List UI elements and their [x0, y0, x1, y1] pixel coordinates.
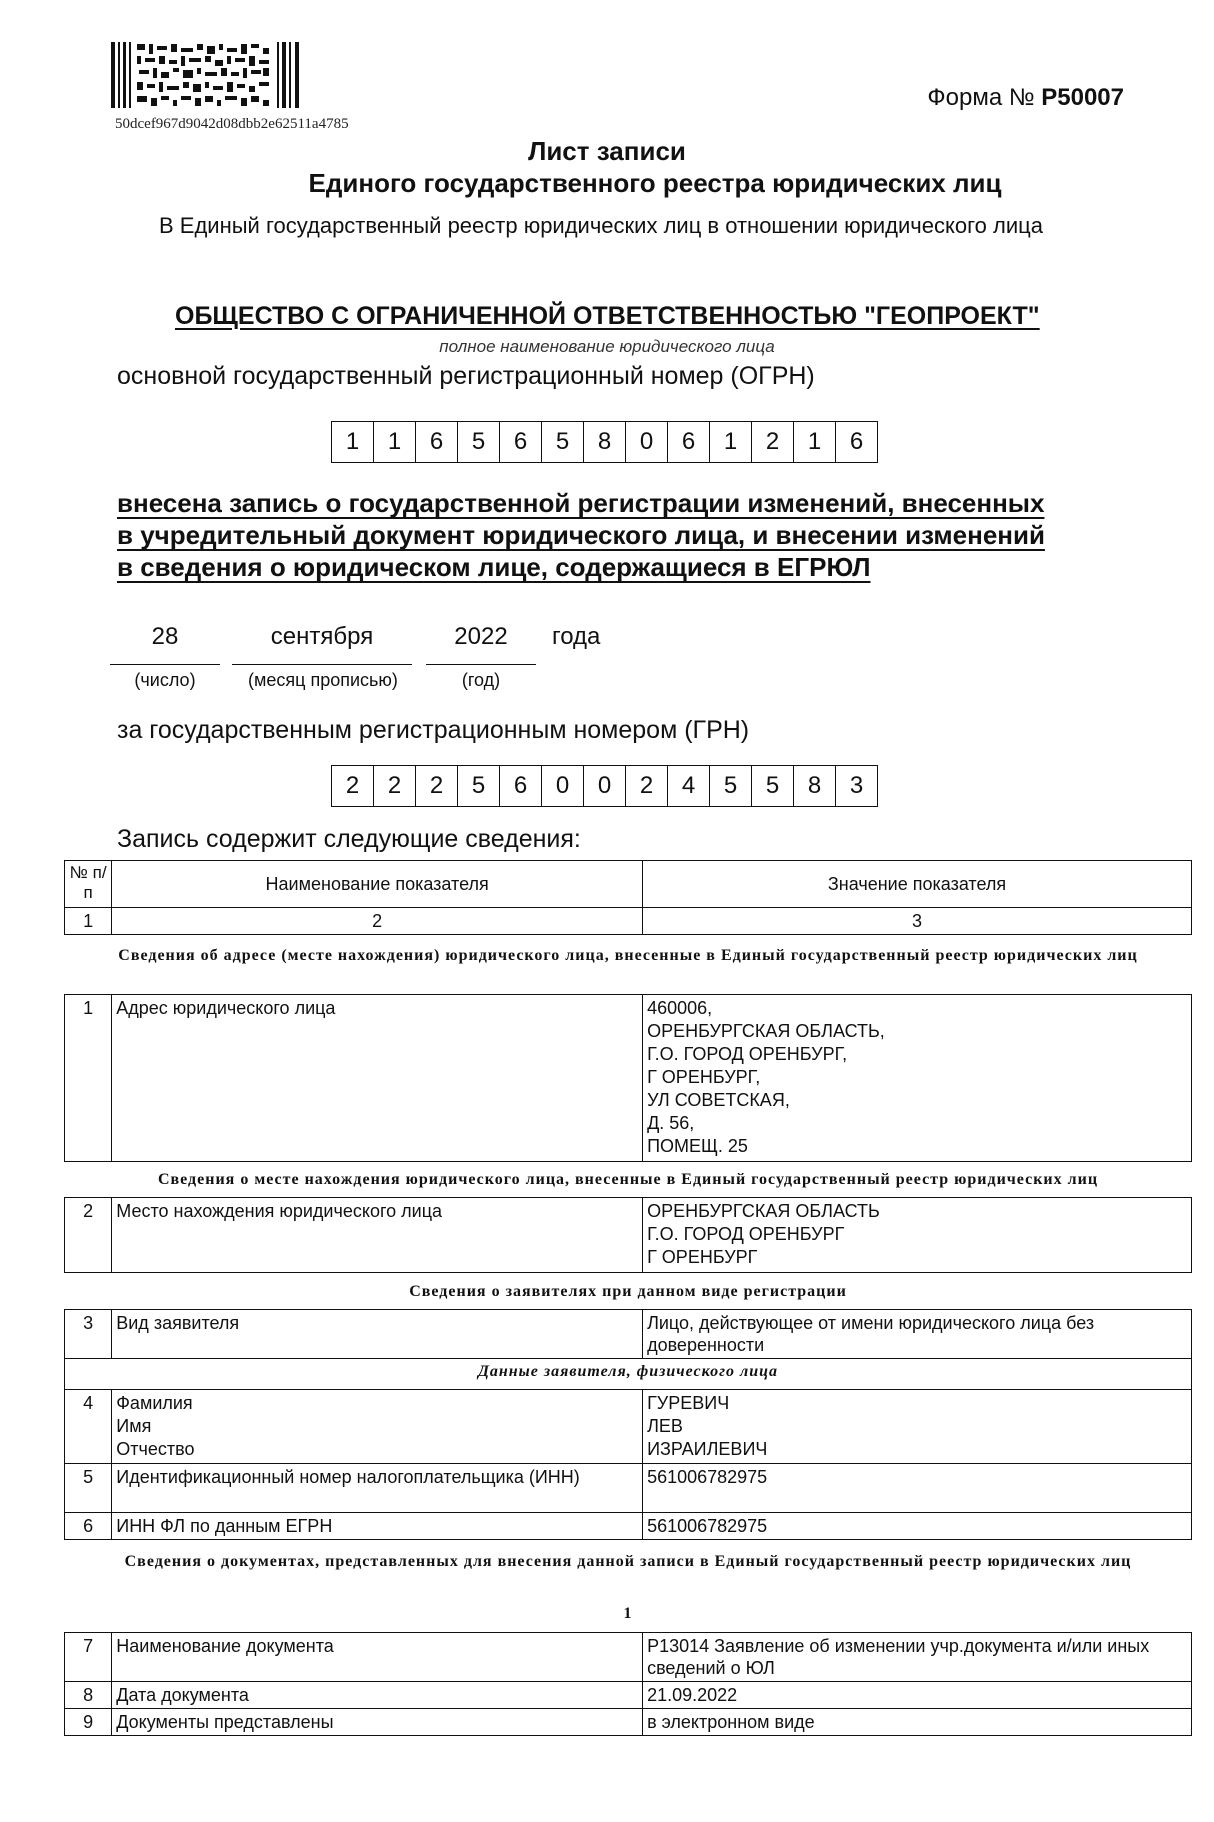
section-address: Сведения об адресе (месте нахождения) юридического лица, внесенные в Единый государственный реестр юридических лиц — [118, 947, 1138, 964]
form-prefix: Форма № — [927, 84, 1035, 111]
ogrn-digit: 1 — [332, 422, 374, 462]
intro-text: В Единый государственный реестр юридических лиц в отношении юридического лица — [159, 213, 1043, 238]
ogrn-digit: 0 — [626, 422, 668, 462]
date-year-line — [426, 664, 536, 665]
date-month: сентября — [270, 623, 374, 650]
ogrn-digit: 6 — [500, 422, 542, 462]
grn-digit: 4 — [668, 766, 710, 806]
date-month-caption: (месяц прописью) — [248, 670, 398, 690]
address-line: Г ОРЕНБУРГ, — [647, 1067, 761, 1087]
location-line: Г.О. ГОРОД ОРЕНБУРГ — [647, 1224, 845, 1244]
section-location: Сведения о месте нахождения юридического лица, внесенные в Единый государственный реестр юридических лиц — [157, 1171, 1099, 1188]
organization-name-caption: полное наименование юридического лица — [439, 337, 775, 356]
subsection-applicant-person: Данные заявителя, физического лица — [65, 1359, 1192, 1390]
page-subtitle: Единого государственного реестра юридических лиц — [308, 168, 1002, 198]
table-row — [65, 1464, 1192, 1513]
grn-label: за государственным регистрационным номером (ГРН) — [117, 716, 750, 744]
record-headline — [117, 487, 1157, 583]
ogrn-digit-boxes — [331, 421, 878, 463]
barcode-icon — [111, 42, 301, 108]
row-number: 8 — [65, 1682, 112, 1709]
table-header — [64, 860, 1192, 935]
grn-digit: 2 — [374, 766, 416, 806]
row-name — [112, 1390, 643, 1464]
row-number: 9 — [65, 1709, 112, 1736]
header-index-2: 2 — [112, 908, 643, 935]
row-number: 2 — [65, 1198, 112, 1273]
location-line: ОРЕНБУРГСКАЯ ОБЛАСТЬ — [647, 1201, 880, 1221]
grn-digit: 0 — [584, 766, 626, 806]
grn-digit: 2 — [626, 766, 668, 806]
ogrn-digit: 8 — [584, 422, 626, 462]
page-title: Лист записи — [528, 136, 686, 166]
row-number: 6 — [65, 1513, 112, 1540]
table-address — [64, 994, 1192, 1162]
headline-line: в учредительный документ юридического лица, и внесении изменений — [117, 520, 1045, 550]
ogrn-label: основной государственный регистрационный номер (ОГРН) — [117, 362, 815, 390]
row-value: 21.09.2022 — [643, 1682, 1192, 1709]
contains-label: Запись содержит следующие сведения: — [117, 825, 581, 853]
table-location — [64, 1197, 1192, 1273]
address-line: ОРЕНБУРГСКАЯ ОБЛАСТЬ, — [647, 1021, 885, 1041]
form-number — [927, 84, 1124, 112]
table-row — [65, 1310, 1192, 1359]
row-name: Место нахождения юридического лица — [112, 1198, 643, 1273]
row-name: Идентификационный номер налогоплательщика (ИНН) — [112, 1464, 643, 1513]
table-row — [65, 995, 1192, 1162]
headline-line: в сведения о юридическом лице, содержащиеся в ЕГРЮЛ — [117, 552, 871, 582]
row-value — [643, 995, 1192, 1162]
name-field-label: Имя — [116, 1416, 152, 1436]
name-field-label: Отчество — [116, 1439, 195, 1459]
date-suffix: года — [552, 623, 601, 650]
ogrn-digit: 5 — [542, 422, 584, 462]
header-col-number: № п/п — [65, 861, 112, 908]
address-line: Д. 56, — [647, 1113, 695, 1133]
name-field-value: ИЗРАИЛЕВИЧ — [647, 1439, 768, 1459]
address-line: 460006, — [647, 998, 713, 1018]
header-col-value: Значение показателя — [643, 861, 1192, 908]
table-row — [65, 1633, 1192, 1682]
row-number: 1 — [65, 995, 112, 1162]
row-name: ИНН ФЛ по данным ЕГРН — [112, 1513, 643, 1540]
header-index-3: 3 — [643, 908, 1192, 935]
table-documents — [64, 1632, 1192, 1736]
row-name: Документы представлены — [112, 1709, 643, 1736]
section-applicants: Сведения о заявителях при данном виде регистрации — [409, 1283, 847, 1300]
grn-digit: 2 — [332, 766, 374, 806]
name-field-value: ЛЕВ — [647, 1416, 683, 1436]
grn-digit: 5 — [710, 766, 752, 806]
grn-digit-boxes — [331, 765, 878, 807]
row-value: Лицо, действующее от имени юридического лица без доверенности — [643, 1310, 1192, 1359]
table-row — [65, 1682, 1192, 1709]
date-month-line — [232, 664, 412, 665]
table-applicants — [64, 1309, 1192, 1540]
ogrn-digit: 1 — [794, 422, 836, 462]
location-line: Г ОРЕНБУРГ — [647, 1247, 758, 1267]
section-documents: Сведения о документах, представленных для внесения данной записи в Единый государственный реестр юридических лиц — [124, 1553, 1132, 1570]
section-documents-index: 1 — [623, 1605, 633, 1622]
grn-digit: 8 — [794, 766, 836, 806]
table-row — [65, 1709, 1192, 1736]
row-number: 3 — [65, 1310, 112, 1359]
header-col-name: Наименование показателя — [112, 861, 643, 908]
row-name: Адрес юридического лица — [112, 995, 643, 1162]
row-value — [643, 1198, 1192, 1273]
ogrn-digit: 2 — [752, 422, 794, 462]
row-value: 561006782975 — [643, 1464, 1192, 1513]
ogrn-digit: 5 — [458, 422, 500, 462]
date-day-caption: (число) — [134, 670, 196, 690]
table-row — [65, 1513, 1192, 1540]
grn-digit: 0 — [542, 766, 584, 806]
address-line: УЛ СОВЕТСКАЯ, — [647, 1090, 790, 1110]
table-subsection-row — [65, 1359, 1192, 1390]
row-value — [643, 1390, 1192, 1464]
date-year: 2022 — [454, 623, 508, 650]
ogrn-digit: 1 — [374, 422, 416, 462]
row-value: Р13014 Заявление об изменении учр.документа и/или иных сведений о ЮЛ — [643, 1633, 1192, 1682]
row-name: Дата документа — [112, 1682, 643, 1709]
ogrn-digit: 6 — [849, 428, 864, 455]
header-index-1: 1 — [65, 908, 112, 935]
headline-line: внесена запись о государственной регистрации изменений, внесенных — [117, 488, 1045, 518]
ogrn-digit: 6 — [668, 422, 710, 462]
row-value: в электронном виде — [643, 1709, 1192, 1736]
row-name: Наименование документа — [112, 1633, 643, 1682]
grn-digit: 5 — [458, 766, 500, 806]
ogrn-digit: 1 — [710, 422, 752, 462]
address-line: Г.О. ГОРОД ОРЕНБУРГ, — [647, 1044, 848, 1064]
row-number: 5 — [65, 1464, 112, 1513]
row-name: Вид заявителя — [112, 1310, 643, 1359]
grn-digit: 5 — [752, 766, 794, 806]
grn-digit: 3 — [849, 772, 864, 799]
form-number-value: Р50007 — [1041, 84, 1124, 111]
name-field-value: ГУРЕВИЧ — [647, 1393, 730, 1413]
row-number: 7 — [65, 1633, 112, 1682]
table-header-index-row — [65, 908, 1192, 935]
table-header-row — [65, 861, 1192, 908]
date-year-caption: (год) — [461, 670, 501, 690]
table-row — [65, 1198, 1192, 1273]
ogrn-digit: 6 — [416, 422, 458, 462]
date-day-line — [110, 664, 220, 665]
grn-digit: 6 — [500, 766, 542, 806]
table-row — [65, 1390, 1192, 1464]
row-number: 4 — [65, 1390, 112, 1464]
date-day: 28 — [151, 623, 179, 650]
name-field-label: Фамилия — [116, 1393, 193, 1413]
grn-digit: 2 — [416, 766, 458, 806]
organization-name: ОБЩЕСТВО С ОГРАНИЧЕННОЙ ОТВЕТСТВЕННОСТЬЮ "ГЕОПРОЕКТ" — [175, 302, 1040, 330]
address-line: ПОМЕЩ. 25 — [647, 1136, 748, 1156]
row-value: 561006782975 — [643, 1513, 1192, 1540]
barcode-code: 50dcef967d9042d08dbb2e62511a4785 — [115, 116, 349, 132]
